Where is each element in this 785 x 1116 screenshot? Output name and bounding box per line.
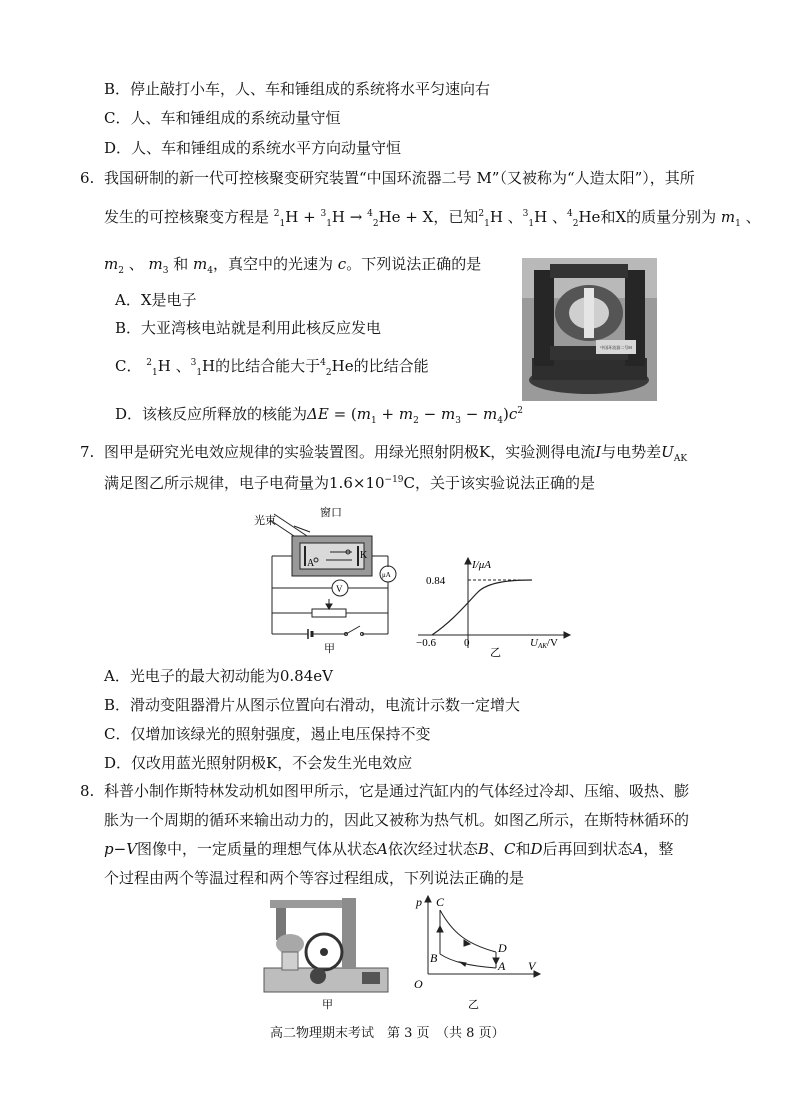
origin-label: 0	[464, 637, 470, 649]
q7-number: 7.	[80, 443, 95, 461]
q6-number: 6.	[80, 169, 95, 187]
figure-a-caption: 甲	[324, 643, 335, 654]
q8-stem-line2: 胀为一个周期的循环来输出动力的，因此又被称为热气机。如图乙所示，在斯特林循环的	[104, 811, 690, 829]
q6-option-b: B．大亚湾核电站就是利用此核反应发电	[115, 319, 382, 337]
engine-caption: 甲	[322, 999, 333, 1011]
pv-caption: 乙	[468, 999, 479, 1011]
q6-option-d: D．该核反应所释放的核能为$\Delta E = (m_1 + m_2 - m_3 - m_4)c^2$	[115, 405, 523, 426]
q8-number: 8.	[80, 782, 95, 800]
iv-curve-figure	[414, 556, 574, 658]
q7-option-b: B．滑动变阻器滑片从图示位置向右滑动，电流计示数一定增大	[104, 696, 521, 714]
q5-option-c: C．人、车和锤组成的系统动量守恒	[104, 109, 341, 127]
tokamak-device-image	[522, 258, 657, 401]
q7-stem-line1: 图甲是研究光电效应规律的实验装置图。用绿光照射阴极K，实验测得电流I与电势差$U_{AK}$	[104, 443, 688, 464]
q7-option-c: C．仅增加该绿光的照射强度，遏止电压保持不变	[104, 725, 431, 743]
device-label: 中国环流器二号M	[600, 345, 632, 350]
q6-stem-line1: 我国研制的新一代可控核聚变研究装置“中国环流器二号 M”（又被称为“人造太阳”），其所	[104, 169, 695, 187]
origin-label: O	[414, 977, 423, 991]
state-c-label: C	[436, 895, 445, 909]
fusion-equation: $^2_1$H + $^3_1$H → $^4_2$He + X	[273, 208, 434, 229]
cathode-label: K	[360, 550, 368, 561]
pv-diagram	[408, 892, 548, 1014]
pressure-axis-label: p	[416, 895, 422, 909]
q6-stem-line3: $m_2$ 、 $m_3$ 和 $m_4$，真空中的光速为 c。下列说法正确的是	[104, 255, 482, 276]
q7-stem-line2: 满足图乙所示规律，电子电荷量为$1.6\times 10^{-19}C$，关于该实验说法正确的是	[104, 474, 596, 492]
stopping-voltage-value: −0.6	[416, 637, 436, 649]
q6-option-a: A．X是电子	[115, 291, 197, 309]
saturation-current-value: 0.84	[426, 575, 446, 587]
q6-option-c: C． $^2_1$H 、$^3_1$H的比结合能大于$^4_2$He的比结合能	[115, 357, 429, 378]
state-b-label: B	[430, 951, 438, 965]
state-d-label: D	[498, 941, 507, 955]
q6-stem-line2: 发生的可控核聚变方程是 $^2_1$H + $^3_1$H → $^4_2$He + X，已知$^2_1$H 、$^3_1$H 、$^4_2$He和X的质量分别为 $m_1$ 、	[104, 208, 761, 229]
ammeter-label: μA	[382, 571, 391, 579]
light-beam-label: 光束	[254, 515, 276, 527]
q8-stem-line4: 个过程由两个等温过程和两个等容过程组成，下列说法正确的是	[104, 869, 525, 887]
voltmeter-label: V	[336, 584, 343, 594]
stirling-engine-image	[258, 892, 398, 1014]
state-a-label: A	[498, 959, 506, 973]
q8-stem-line1: 科普小制作斯特林发动机如图甲所示，它是通过汽缸内的气体经过冷却、压缩、吸热、膨	[104, 782, 690, 800]
voltage-axis-label: UAK/V	[530, 637, 558, 650]
page-footer: 高二物理期末考试 第 3 页 （共 8 页）	[270, 1026, 505, 1041]
q7-option-a: A．光电子的最大初动能为0.84eV	[104, 667, 333, 685]
figure-b-caption: 乙	[490, 647, 501, 658]
q5-option-b: B．停止敲打小车，人、车和锤组成的系统将水平匀速向右	[104, 80, 491, 98]
photoelectric-apparatus-figure	[250, 502, 410, 654]
volume-axis-label: V	[528, 959, 536, 973]
current-axis-label: I/μA	[472, 559, 491, 571]
q8-stem-line3: p−V图像中，一定质量的理想气体从状态A依次经过状态B、C和D后再回到状态A，整	[104, 840, 674, 858]
q7-option-d: D．仅改用蓝光照射阴极K，不会发生光电效应	[104, 754, 413, 772]
window-label: 窗口	[320, 507, 342, 519]
anode-label: A	[307, 558, 315, 569]
q5-option-d: D．人、车和锤组成的系统水平方向动量守恒	[104, 139, 402, 157]
